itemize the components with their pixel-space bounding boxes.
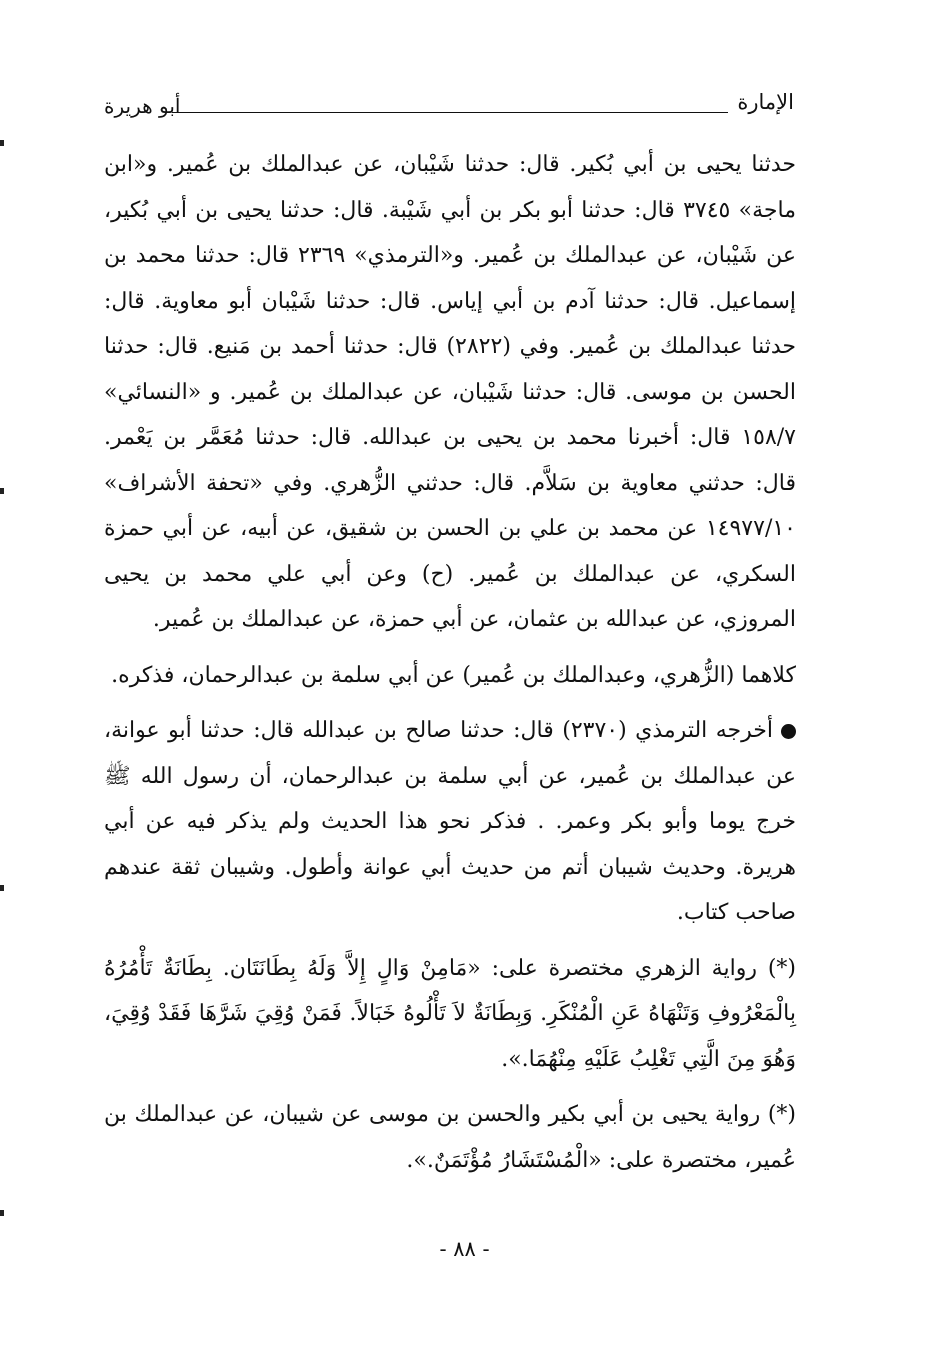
- takhrij-paragraph: [104, 708, 796, 936]
- scan-mark: [0, 488, 4, 494]
- narrator-title: أبو هريرة: [104, 94, 181, 118]
- body-text: [104, 142, 796, 1183]
- chapter-title: الإمارة: [737, 90, 794, 114]
- bullet-icon: [781, 724, 796, 739]
- isnad-paragraph: حدثنا يحيى بن أبي بُكير. قال: حدثنا شَيْبان، عن عبدالملك بن عُمير. و«ابن ماجة» ٣٧٤٥ قال: حدثنا أبو بكر بن أبي شَيْبة. قال: حدثنا يحيى بن أبي بُكير، عن شَيْبان، عن عبدالملك بن عُمير. و«الترمذي» ٢٣٦٩ قال: حدثنا محمد بن إسماعيل. قال: حدثنا آدم بن أبي إياس. قال: حدثنا شَيْبان أبو معاوية. قال: حدثنا عبدالملك بن عُمير. وفي (٢٨٢٢) قال: حدثنا أحمد بن مَنيع. قال: حدثنا الحسن بن موسى. قال: حدثنا شَيْبان، عن عبدالملك بن عُمير. و «النسائي» ١٥٨/٧ قال: أخبرنا محمد بن يحيى بن عبدالله. قال: حدثنا مُعَمَّر بن يَعْمر. قال: حدثني معاوية بن سَلاَّم. قال: حدثني الزُّهري. وفي «تحفة الأشراف» ١٤٩٧٧/١٠ عن محمد بن علي بن الحسن بن شقيق، عن أبيه، عن أبي حمزة السكري، عن عبدالملك بن عُمير. (ح) وعن أبي علي محمد بن يحيى المروزي، عن عبدالله بن عثمان، عن أبي حمزة، عن عبدالملك بن عُمير.: [104, 152, 796, 632]
- takhrij-text: أخرجه الترمذي (٢٣٧٠) قال: حدثنا صالح بن عبدالله قال: حدثنا أبو عوانة، عن عبدالملك بن عُمير، عن أبي سلمة بن عبدالرحمان، أن رسول الله ﷺ خرج يوما وأبو بكر وعمر. . فذكر نحو هذا الحديث ولم يذكر فيه عن أبي هريرة. وحديث شيبان أتم من حديث أبي عوانة وأطول. وشيبان ثقة عندهم صاحب كتاب.: [104, 718, 796, 925]
- header-rule: [172, 112, 728, 113]
- note-yahya: (*) رواية يحيى بن أبي بكير والحسن بن موسى عن شيبان، عن عبدالملك بن عُمير، مختصرة على: «الْمُسْتَشَارُ مُؤْتَمَنٌ.».: [104, 1102, 796, 1173]
- page-number: - ٨٨ -: [439, 1237, 490, 1261]
- scan-mark: [0, 140, 4, 146]
- scan-mark: [0, 1210, 4, 1216]
- note-zuhri: (*) رواية الزهري مختصرة على: «مَامِنْ وَالٍ إِلاَّ وَلَهُ بِطَانَتَان. بِطَانَةٌ تَأْمُرُهُ بِالْمَعْرُوفِ وَتَنْهَاهُ عَنِ الْمُنْكَرِ. وَبِطَانَةٌ لاَ تَأْلُوهُ خَبَالاً. فَمَنْ وُقِيَ شَرَّهَا فَقَدْ وُقِيَ، وَهُوَ مِنَ الَّتِي تَغْلِبُ عَلَيْهِ مِنْهُمَا.».: [104, 955, 796, 1072]
- running-header: [104, 88, 794, 128]
- isnad-summary-paragraph: كلاهما (الزُّهري، وعبدالملك بن عُمير) عن أبي سلمة بن عبدالرحمان، فذكره.: [111, 662, 796, 688]
- scan-mark: [0, 885, 4, 891]
